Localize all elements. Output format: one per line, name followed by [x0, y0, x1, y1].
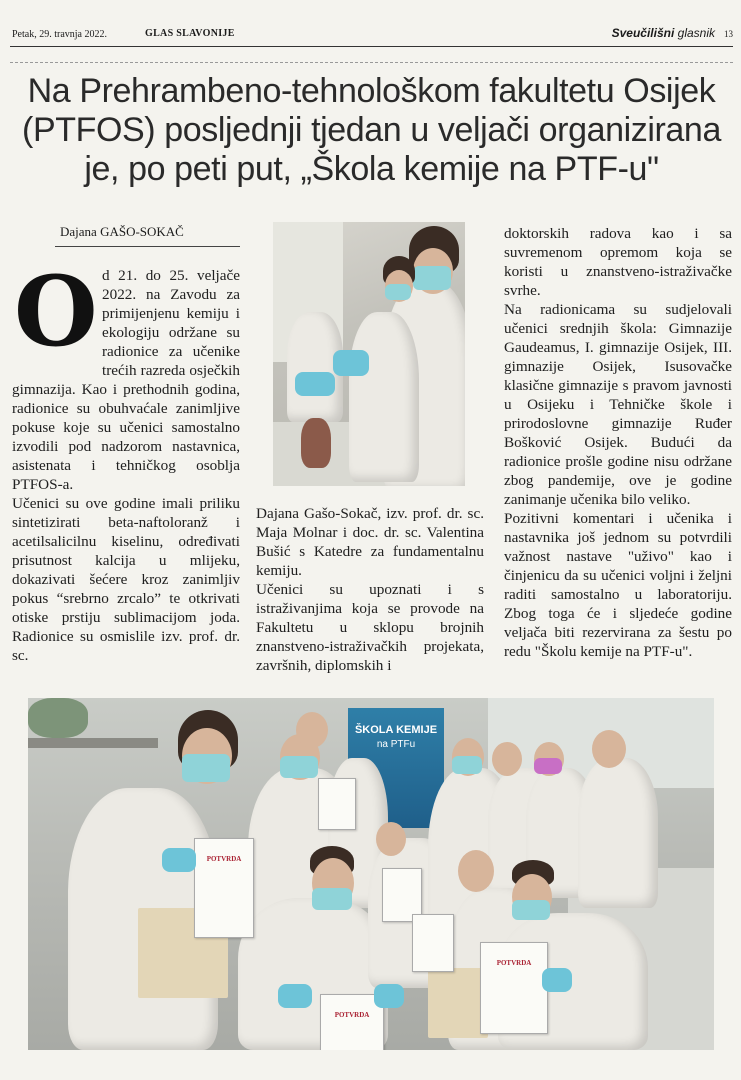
lab-shelf — [28, 738, 158, 748]
student-face — [296, 712, 328, 748]
face-mask — [280, 756, 318, 778]
section-name-rest: glasnik — [677, 26, 715, 40]
flask — [301, 418, 331, 468]
byline — [60, 224, 250, 240]
header-rule — [10, 46, 733, 47]
banner-subtitle: na PTFu — [376, 739, 416, 750]
section-name — [612, 26, 715, 40]
section-name-bold: Sveučilišni — [611, 26, 675, 40]
certificate-title: POTVRDA — [334, 1011, 370, 1019]
lab-photo — [273, 222, 465, 486]
certificate-title: POTVRDA — [496, 959, 532, 967]
student-face — [592, 730, 626, 768]
headline-line-2: (PTFOS) posljednji tjedan u veljači organizirana — [22, 111, 721, 149]
certificate — [480, 942, 548, 1034]
student-face — [492, 742, 522, 776]
tote-bag — [428, 968, 488, 1038]
face-mask — [413, 266, 451, 290]
face-mask — [452, 756, 482, 774]
paragraph: Na radionicama su sudjelovali učenici srednjih škola: Gimnazije Gaudeamus, I. gimnazije Osijek, III. gimnazije Osijek, Isusovačke klasične gimnazije s pravom javnosti u Osijeku i Tehničke škole i prirodoslovne gimnazije Ruđer Bošković Osijek. Budući da radionice prošle godine nisu održane zbog pandemije, ove je godine zanimanje učenika bilo veliko. — [504, 301, 732, 508]
newspaper-name: GLAS SLAVONIJE — [145, 28, 235, 39]
drop-cap: O — [14, 255, 98, 368]
glove — [295, 372, 335, 396]
face-mask — [182, 754, 230, 782]
byline-first-name: Dajana — [60, 224, 97, 239]
face-mask — [385, 284, 411, 300]
paragraph: Dajana Gašo-Sokač, izv. prof. dr. sc. Maja Molnar i doc. dr. sc. Valentina Bušić s Katedre za fundamentalnu kemiju. — [256, 505, 484, 579]
headline-line-3: je, po peti put, „Škola kemije na PTF-u" — [84, 150, 659, 188]
certificate — [412, 914, 454, 972]
face-mask — [534, 758, 562, 774]
student-face — [458, 850, 494, 892]
paragraph: Učenici su ove godine imali priliku sintetizirati beta-naftoloranž i acetilsalicilnu kiselinu, određivati prisutnost kalcija u mlijeku, dokazivati šećere kroz zanimljiv pokus “srebrno zrcalo” te otkrivati otiske prstiju sublimacijom joda. Radionice su osmislile izv. prof. dr. sc. — [12, 495, 240, 664]
plants — [28, 698, 88, 738]
article-column-3 — [504, 224, 732, 661]
article-headline — [10, 72, 733, 189]
glove — [162, 848, 196, 872]
page-number: 13 — [724, 29, 733, 39]
face-mask — [512, 900, 550, 920]
banner-title: ŠKOLA KEMIJE — [354, 724, 438, 736]
byline-last-name: GAŠO-SOKAČ — [100, 224, 184, 239]
glove — [542, 968, 572, 992]
student-coat — [578, 758, 658, 908]
paragraph: Učenici su upoznati i s istraživanjima koja se provode na Fakultetu u sklopu brojnih znanstveno-istraživačkih projekata, završnih, diplomskih i — [256, 581, 484, 674]
article-column-1 — [12, 255, 240, 665]
student-face — [376, 822, 406, 856]
paragraph: Pozitivni komentari i učenika i nastavnika još jednom su potvrdili važnost nastave "uživo" kao i činjenicu da su učenici voljni i željni raditi samostalno u laboratoriju. Zbog toga će i sljedeće godine veljača biti rezervirana za šestu po redu "Školu kemije na PTF-u". — [504, 510, 732, 660]
byline-rule — [55, 246, 240, 247]
paragraph: doktorskih radova kao i sa suvremenom opremom koja se koristi u znanstveno-istraživačke svrhe. — [504, 225, 732, 299]
page-header — [10, 22, 733, 44]
issue-date: Petak, 29. travnja 2022. — [12, 29, 107, 40]
certificate — [194, 838, 254, 938]
headline-line-1: Na Prehrambeno-tehnološkom fakultetu Osijek — [27, 72, 716, 110]
student-coat — [349, 312, 419, 482]
header-dashed-rule — [10, 62, 733, 63]
glove — [278, 984, 312, 1008]
glove — [374, 984, 404, 1008]
glove — [333, 350, 369, 376]
paragraph: d 21. do 25. veljače 2022. na Zavodu za primijenjenu kemiju i ekologiju održane su radionice za učenike trećih razreda osječkih gimnazija. Kao i prethodnih godina, radionice su obuhvaćale zanimljive pokuse koje su učenici samostalno izvodili pod nadzorom nastavnica, asistenata i tehničkog osoblja PTFOS-a. — [12, 267, 240, 493]
certificate-title: POTVRDA — [206, 855, 242, 863]
group-photo — [28, 698, 714, 1050]
face-mask — [312, 888, 352, 910]
certificate — [318, 778, 356, 830]
article-column-2 — [256, 504, 484, 675]
